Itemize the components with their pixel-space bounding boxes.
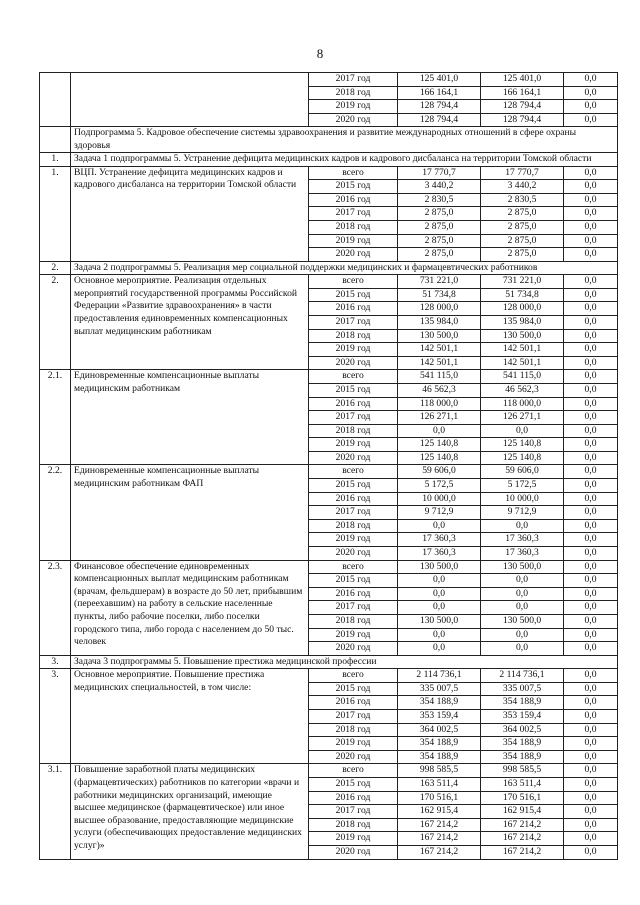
budget-cell: 167 214,2	[481, 832, 564, 846]
other-cell: 0,0	[564, 777, 618, 791]
total-cell: 541 115,0	[398, 370, 481, 384]
year-cell: 2015 год	[309, 479, 398, 493]
budget-cell: 46 562,3	[481, 383, 564, 397]
other-cell: 0,0	[564, 533, 618, 547]
total-cell: 125 140,8	[398, 438, 481, 452]
total-cell: 51 734,8	[398, 288, 481, 302]
other-cell: 0,0	[564, 818, 618, 832]
other-cell: 0,0	[564, 574, 618, 588]
budget-cell: 2 830,5	[481, 193, 564, 207]
other-cell: 0,0	[564, 615, 618, 629]
total-cell: 130 500,0	[398, 560, 481, 574]
total-cell: 170 516,1	[398, 791, 481, 805]
year-cell: 2018 год	[309, 818, 398, 832]
other-cell: 0,0	[564, 628, 618, 642]
other-cell: 0,0	[564, 587, 618, 601]
total-cell: 0,0	[398, 424, 481, 438]
year-cell: 2020 год	[309, 845, 398, 859]
row-number: 1.	[40, 166, 71, 261]
other-cell: 0,0	[564, 519, 618, 533]
other-cell: 0,0	[564, 805, 618, 819]
budget-cell: 2 875,0	[481, 207, 564, 221]
total-cell: 2 875,0	[398, 248, 481, 262]
total-cell: 128 000,0	[398, 302, 481, 316]
budget-cell: 166 164,1	[481, 86, 564, 100]
other-cell: 0,0	[564, 764, 618, 778]
total-cell: 0,0	[398, 628, 481, 642]
measure-description: Основное мероприятие. Реализация отдельных мероприятий государственной программы Российской Федерации «Развитие здравоохранения» в части предоставления единовременных компенсационных выплат медицинским работникам	[71, 275, 309, 370]
other-cell: 0,0	[564, 709, 618, 723]
budget-cell: 0,0	[481, 519, 564, 533]
year-cell: 2016 год	[309, 397, 398, 411]
year-cell: 2016 год	[309, 193, 398, 207]
year-cell: 2018 год	[309, 615, 398, 629]
year-cell: 2018 год	[309, 424, 398, 438]
row-number	[40, 73, 71, 127]
other-cell: 0,0	[564, 411, 618, 425]
budget-cell: 998 585,5	[481, 764, 564, 778]
other-cell: 0,0	[564, 451, 618, 465]
year-cell: всего	[309, 166, 398, 180]
budget-cell: 128 000,0	[481, 302, 564, 316]
row-number	[40, 127, 71, 153]
other-cell: 0,0	[564, 383, 618, 397]
year-cell: 2017 год	[309, 411, 398, 425]
year-cell: всего	[309, 370, 398, 384]
table-row	[40, 764, 618, 778]
total-cell: 364 002,5	[398, 723, 481, 737]
year-cell: 2015 год	[309, 682, 398, 696]
other-cell: 0,0	[564, 207, 618, 221]
other-cell: 0,0	[564, 343, 618, 357]
total-cell: 17 360,3	[398, 533, 481, 547]
budget-cell: 167 214,2	[481, 818, 564, 832]
budget-cell: 0,0	[481, 587, 564, 601]
year-cell: 2020 год	[309, 113, 398, 127]
total-cell: 2 114 736,1	[398, 669, 481, 683]
total-cell: 335 007,5	[398, 682, 481, 696]
other-cell: 0,0	[564, 220, 618, 234]
year-cell: 2017 год	[309, 207, 398, 221]
total-cell: 167 214,2	[398, 845, 481, 859]
table-row	[40, 465, 618, 479]
table-row	[40, 669, 618, 683]
total-cell: 142 501,1	[398, 356, 481, 370]
row-number: 2.3.	[40, 560, 71, 655]
budget-cell: 125 401,0	[481, 73, 564, 87]
total-cell: 2 875,0	[398, 207, 481, 221]
year-cell: 2017 год	[309, 315, 398, 329]
budget-cell: 17 360,3	[481, 547, 564, 561]
total-cell: 59 606,0	[398, 465, 481, 479]
other-cell: 0,0	[564, 479, 618, 493]
other-cell: 0,0	[564, 791, 618, 805]
measure-description: Повышение заработной платы медицинских (фармацевтических) работников по категории «врачи и работники медицинских организаций, имеющие высшее медицинское (фармацевтическое) или иное высшее образование, предоставляющие медицинские услуги (обеспечивающих предоставление медицинских услуг)»	[71, 764, 309, 859]
total-cell: 0,0	[398, 601, 481, 615]
budget-cell: 135 984,0	[481, 315, 564, 329]
year-cell: 2015 год	[309, 574, 398, 588]
year-cell: 2019 год	[309, 100, 398, 114]
year-cell: всего	[309, 275, 398, 289]
section-title: Задача 2 подпрограммы 5. Реализация мер социальной поддержки медицинских и фармацевтических работников	[71, 261, 618, 274]
page-number: 8	[316, 46, 324, 61]
total-cell: 354 188,9	[398, 750, 481, 764]
total-cell: 126 271,1	[398, 411, 481, 425]
table-row	[40, 655, 618, 668]
total-cell: 353 159,4	[398, 709, 481, 723]
year-cell: всего	[309, 669, 398, 683]
other-cell: 0,0	[564, 845, 618, 859]
year-cell: 2020 год	[309, 356, 398, 370]
other-cell: 0,0	[564, 275, 618, 289]
year-cell: 2019 год	[309, 533, 398, 547]
year-cell: всего	[309, 560, 398, 574]
total-cell: 162 915,4	[398, 805, 481, 819]
year-cell: 2016 год	[309, 302, 398, 316]
year-cell: 2017 год	[309, 506, 398, 520]
budget-cell: 0,0	[481, 601, 564, 615]
other-cell: 0,0	[564, 193, 618, 207]
budget-cell: 125 140,8	[481, 451, 564, 465]
budget-cell: 170 516,1	[481, 791, 564, 805]
total-cell: 5 172,5	[398, 479, 481, 493]
budget-cell: 130 500,0	[481, 329, 564, 343]
year-cell: 2019 год	[309, 832, 398, 846]
total-cell: 3 440,2	[398, 180, 481, 194]
other-cell: 0,0	[564, 248, 618, 262]
total-cell: 0,0	[398, 642, 481, 656]
year-cell: 2020 год	[309, 547, 398, 561]
total-cell: 17 770,7	[398, 166, 481, 180]
year-cell: 2016 год	[309, 492, 398, 506]
table-row	[40, 560, 618, 574]
other-cell: 0,0	[564, 234, 618, 248]
budget-cell: 354 188,9	[481, 750, 564, 764]
measure-description: ВЦП. Устранение дефицита медицинских кадров и кадрового дисбаланса на территории Томской области	[71, 166, 309, 261]
budget-cell: 364 002,5	[481, 723, 564, 737]
table-row	[40, 73, 618, 87]
table-row	[40, 166, 618, 180]
other-cell: 0,0	[564, 370, 618, 384]
section-title: Задача 3 подпрограммы 5. Повышение престижа медицинской профессии	[71, 655, 618, 668]
budget-cell: 9 712,9	[481, 506, 564, 520]
budget-cell: 142 501,1	[481, 343, 564, 357]
table-row	[40, 153, 618, 166]
budget-cell: 2 875,0	[481, 220, 564, 234]
other-cell: 0,0	[564, 166, 618, 180]
row-number: 2.	[40, 261, 71, 274]
budget-cell: 130 500,0	[481, 560, 564, 574]
total-cell: 0,0	[398, 519, 481, 533]
year-cell: 2017 год	[309, 709, 398, 723]
total-cell: 9 712,9	[398, 506, 481, 520]
budget-cell: 731 221,0	[481, 275, 564, 289]
measure-description: Единовременные компенсационные выплаты медицинским работникам ФАП	[71, 465, 309, 560]
other-cell: 0,0	[564, 465, 618, 479]
year-cell: 2020 год	[309, 248, 398, 262]
total-cell: 167 214,2	[398, 818, 481, 832]
other-cell: 0,0	[564, 100, 618, 114]
total-cell: 17 360,3	[398, 547, 481, 561]
total-cell: 2 830,5	[398, 193, 481, 207]
total-cell: 118 000,0	[398, 397, 481, 411]
budget-cell: 0,0	[481, 574, 564, 588]
year-cell: 2018 год	[309, 723, 398, 737]
year-cell: 2017 год	[309, 73, 398, 87]
total-cell: 142 501,1	[398, 343, 481, 357]
budget-cell: 125 140,8	[481, 438, 564, 452]
year-cell: 2018 год	[309, 86, 398, 100]
total-cell: 731 221,0	[398, 275, 481, 289]
year-cell: 2020 год	[309, 451, 398, 465]
other-cell: 0,0	[564, 302, 618, 316]
section-title: Задача 1 подпрограммы 5. Устранение дефицита медицинских кадров и кадрового дисбаланса на территории Томской области	[71, 153, 618, 166]
measure-description	[71, 73, 309, 127]
year-cell: 2019 год	[309, 343, 398, 357]
other-cell: 0,0	[564, 356, 618, 370]
total-cell: 125 401,0	[398, 73, 481, 87]
other-cell: 0,0	[564, 438, 618, 452]
budget-cell: 142 501,1	[481, 356, 564, 370]
year-cell: всего	[309, 465, 398, 479]
total-cell: 0,0	[398, 587, 481, 601]
other-cell: 0,0	[564, 329, 618, 343]
budget-cell: 353 159,4	[481, 709, 564, 723]
row-number: 3.1.	[40, 764, 71, 859]
budget-cell: 17 770,7	[481, 166, 564, 180]
year-cell: 2019 год	[309, 438, 398, 452]
financing-table	[39, 72, 618, 860]
year-cell: 2018 год	[309, 519, 398, 533]
budget-cell: 130 500,0	[481, 615, 564, 629]
budget-cell: 118 000,0	[481, 397, 564, 411]
year-cell: 2016 год	[309, 696, 398, 710]
measure-description: Основное мероприятие. Повышение престижа медицинских специальностей, в том числе:	[71, 669, 309, 764]
budget-cell: 126 271,1	[481, 411, 564, 425]
other-cell: 0,0	[564, 750, 618, 764]
total-cell: 163 511,4	[398, 777, 481, 791]
year-cell: 2017 год	[309, 805, 398, 819]
year-cell: 2019 год	[309, 628, 398, 642]
total-cell: 130 500,0	[398, 329, 481, 343]
budget-cell: 167 214,2	[481, 845, 564, 859]
row-number: 3.	[40, 669, 71, 764]
year-cell: 2018 год	[309, 220, 398, 234]
measure-description: Финансовое обеспечение единовременных компенсационных выплат медицинским работникам (врачам, фельдшерам) в возрасте до 50 лет, прибывшим (переехавшим) на работу в сельские населенные пункты, либо рабочие поселки, либо поселки городского типа, либо города с населением до 50 тыс. человек	[71, 560, 309, 655]
total-cell: 125 140,8	[398, 451, 481, 465]
total-cell: 354 188,9	[398, 696, 481, 710]
year-cell: 2020 год	[309, 642, 398, 656]
table-row	[40, 275, 618, 289]
other-cell: 0,0	[564, 73, 618, 87]
budget-cell: 51 734,8	[481, 288, 564, 302]
year-cell: всего	[309, 764, 398, 778]
year-cell: 2019 год	[309, 234, 398, 248]
other-cell: 0,0	[564, 682, 618, 696]
budget-cell: 335 007,5	[481, 682, 564, 696]
other-cell: 0,0	[564, 547, 618, 561]
total-cell: 128 794,4	[398, 100, 481, 114]
other-cell: 0,0	[564, 832, 618, 846]
row-number: 2.	[40, 275, 71, 370]
other-cell: 0,0	[564, 315, 618, 329]
other-cell: 0,0	[564, 113, 618, 127]
budget-cell: 128 794,4	[481, 113, 564, 127]
year-cell: 2018 год	[309, 329, 398, 343]
budget-cell: 2 875,0	[481, 248, 564, 262]
subprogram-title: Подпрограмма 5. Кадровое обеспечение системы здравоохранения и развитие международных отношений в сфере охраны здоровья	[71, 127, 618, 153]
total-cell: 2 875,0	[398, 220, 481, 234]
other-cell: 0,0	[564, 506, 618, 520]
budget-cell: 2 875,0	[481, 234, 564, 248]
row-number: 2.1.	[40, 370, 71, 465]
year-cell: 2015 год	[309, 180, 398, 194]
other-cell: 0,0	[564, 492, 618, 506]
other-cell: 0,0	[564, 642, 618, 656]
other-cell: 0,0	[564, 560, 618, 574]
budget-cell: 3 440,2	[481, 180, 564, 194]
row-number: 3.	[40, 655, 71, 668]
other-cell: 0,0	[564, 737, 618, 751]
total-cell: 46 562,3	[398, 383, 481, 397]
budget-cell: 2 114 736,1	[481, 669, 564, 683]
budget-cell: 59 606,0	[481, 465, 564, 479]
total-cell: 0,0	[398, 574, 481, 588]
total-cell: 10 000,0	[398, 492, 481, 506]
other-cell: 0,0	[564, 424, 618, 438]
year-cell: 2020 год	[309, 750, 398, 764]
year-cell: 2017 год	[309, 601, 398, 615]
year-cell: 2015 год	[309, 288, 398, 302]
budget-cell: 10 000,0	[481, 492, 564, 506]
row-number: 1.	[40, 153, 71, 166]
year-cell: 2015 год	[309, 777, 398, 791]
other-cell: 0,0	[564, 288, 618, 302]
budget-cell: 5 172,5	[481, 479, 564, 493]
total-cell: 135 984,0	[398, 315, 481, 329]
budget-cell: 354 188,9	[481, 737, 564, 751]
other-cell: 0,0	[564, 397, 618, 411]
total-cell: 354 188,9	[398, 737, 481, 751]
table-row	[40, 261, 618, 274]
other-cell: 0,0	[564, 669, 618, 683]
table-row	[40, 127, 618, 153]
other-cell: 0,0	[564, 601, 618, 615]
total-cell: 128 794,4	[398, 113, 481, 127]
budget-cell: 162 915,4	[481, 805, 564, 819]
other-cell: 0,0	[564, 723, 618, 737]
other-cell: 0,0	[564, 180, 618, 194]
budget-cell: 354 188,9	[481, 696, 564, 710]
budget-cell: 128 794,4	[481, 100, 564, 114]
budget-cell: 0,0	[481, 642, 564, 656]
budget-cell: 17 360,3	[481, 533, 564, 547]
total-cell: 998 585,5	[398, 764, 481, 778]
budget-cell: 541 115,0	[481, 370, 564, 384]
table-row	[40, 370, 618, 384]
year-cell: 2019 год	[309, 737, 398, 751]
budget-cell: 0,0	[481, 424, 564, 438]
other-cell: 0,0	[564, 696, 618, 710]
measure-description: Единовременные компенсационные выплаты медицинским работникам	[71, 370, 309, 465]
year-cell: 2016 год	[309, 791, 398, 805]
year-cell: 2015 год	[309, 383, 398, 397]
total-cell: 2 875,0	[398, 234, 481, 248]
year-cell: 2016 год	[309, 587, 398, 601]
total-cell: 167 214,2	[398, 832, 481, 846]
total-cell: 130 500,0	[398, 615, 481, 629]
total-cell: 166 164,1	[398, 86, 481, 100]
budget-cell: 163 511,4	[481, 777, 564, 791]
other-cell: 0,0	[564, 86, 618, 100]
row-number: 2.2.	[40, 465, 71, 560]
budget-cell: 0,0	[481, 628, 564, 642]
